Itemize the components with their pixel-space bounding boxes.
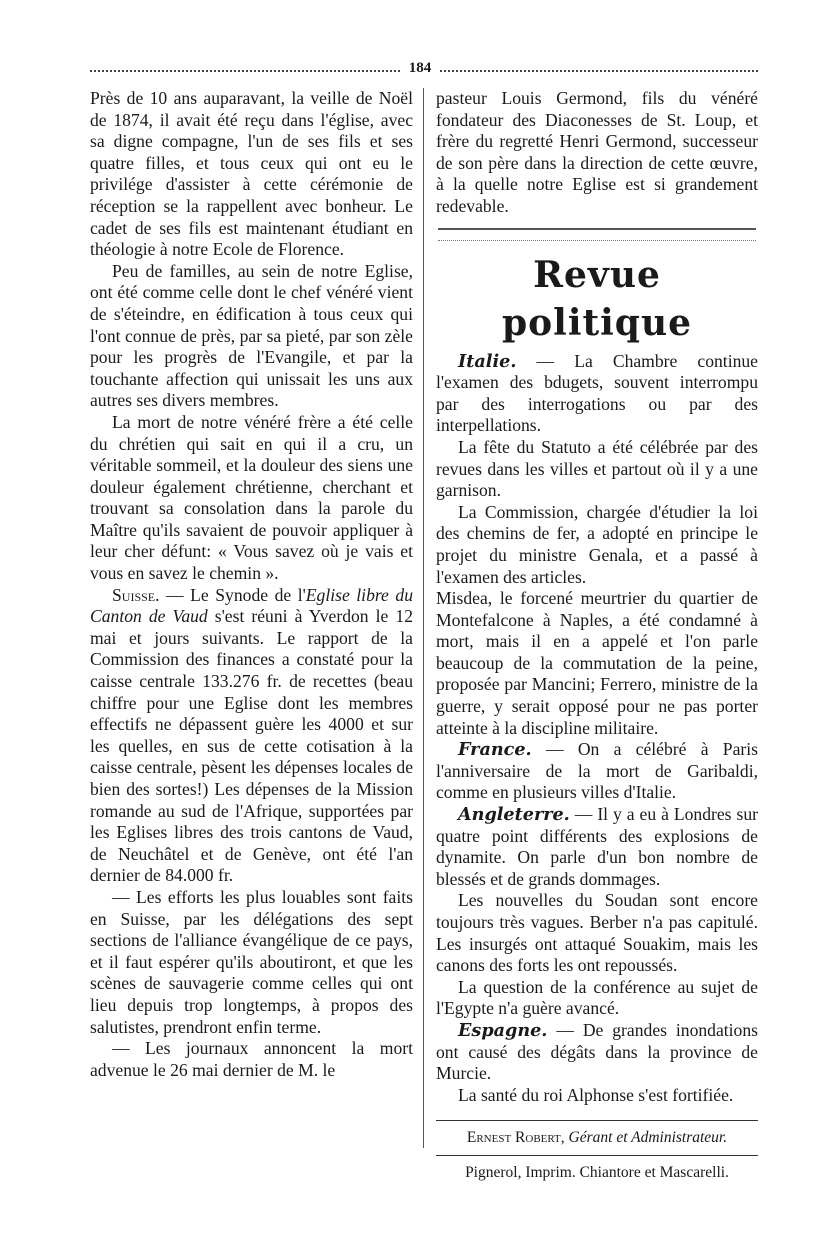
france-text: — On a célébré à Paris l'anniversaire de la mort de Garibaldi, comme en plusieurs villes d'Italie. <box>436 739 758 803</box>
italie-text: — La Chambre continue l'examen des bdugets, souvent interrompu par des interrogations ou par des interpellations. <box>436 350 758 436</box>
angleterre-text: — Il y a eu à Londres sur quatre point différents des explosions de dynamite. On parle d'un bon nombre de blessés et de grands dommages. <box>436 804 758 889</box>
printer-line: Pignerol, Imprim. Chiantore et Mascarelli. <box>465 1163 729 1181</box>
country-label-espagne: Espagne. <box>458 1019 548 1041</box>
paragraph: La santé du roi Alphonse s'est fortifiée. <box>458 1084 734 1105</box>
gerant-name: Ernest Robert, <box>466 1129 565 1147</box>
country-label-suisse: Suisse. <box>112 584 160 605</box>
paragraph: — Les journaux annoncent la mort advenue le 26 mai dernier de M. le <box>90 1038 413 1080</box>
country-label-italie: Italie. <box>458 350 517 372</box>
espagne-text: — De grandes inondations ont causé des dégâts dans la province de Murcie. <box>436 1019 758 1084</box>
ornament-divider <box>438 228 756 241</box>
suisse-paragraph <box>90 585 413 887</box>
paragraph: Les nouvelles du Soudan sont encore toujours très vagues. Berber n'a pas capitulé. Les insurgés ont attaqué Souakim, mais les canons des forts les ont repoussés. <box>436 890 758 976</box>
italie-paragraph <box>436 351 758 437</box>
paragraph: La fête du Statuto a été célébrée par des revues dans les villes et partout où il y a une garnison. <box>436 436 758 501</box>
footer-rule-2 <box>436 1155 758 1156</box>
right-column <box>436 88 758 1184</box>
header-rule-left <box>90 70 400 72</box>
country-label-angleterre: Angleterre. <box>458 804 570 826</box>
left-column <box>90 88 413 1081</box>
footer-rule <box>436 1120 758 1121</box>
paragraph: Près de 10 ans auparavant, la veille de Noël de 1874, il avait été reçu dans l'église, avec sa digne compagne, l'un de ses fils et ses quatre filles, et tous ceux qui ont eu le privilége d'assister à cette cérémonie de réception se la rappellent avec bonheur. Le cadet de ses fils est maintenant étudiant en théologie à notre Ecole de Florence. <box>90 88 413 260</box>
country-label-france: France. <box>458 739 532 761</box>
paragraph: pasteur Louis Germond, fils du vénéré fondateur des Diaconesses de St. Loup, et frère du regretté Henri Germond, successeur de son père dans la direction de cette œuvre, à la quelle notre Eglise est si grandement redevable. <box>436 88 758 216</box>
page-header <box>90 60 758 80</box>
paragraph: La Commission, chargée d'étudier la loi des chemins de fer, a adopté en principe le projet du ministre Genala, et a passé à l'examen des articles. <box>436 501 758 587</box>
header-rule-right <box>440 70 758 72</box>
paragraph: La mort de notre vénéré frère a été celle du chrétien qui sait en qui il a cru, un véritable sommeil, et la douleur des siens une douleur également chrétienne, cherchant et trouvant sa consolation dans la parole du Maître qu'ils savaient de pouvoir appliquer à leur cher défunt: « Vous savez où je vais et vous en savez le chemin ». <box>90 411 413 584</box>
suisse-emphasis: Eglise libre du Canton de Vaud <box>90 584 413 627</box>
gerant-title: Gérant et Administrateur. <box>568 1129 728 1147</box>
page-number: 184 <box>408 60 432 76</box>
paragraph: Misdea, le forcené meurtrier du quartier de Montefalcone à Naples, a été condamné à mort, mais il en a appelé et l'on parle beaucoup de la commutation de la peine, proposée par Mancini; Ferrero, ministre de la guerre, y serait opposé pour ne pas porter atteinte à la discipline militaire. <box>436 588 758 738</box>
section-heading: Revue politique <box>501 253 693 344</box>
suisse-text-a: — Le Synode de l' <box>159 584 306 605</box>
paragraph: La question de la conférence au sujet de l'Egypte n'a guère avancé. <box>436 976 758 1019</box>
column-divider <box>423 88 424 1148</box>
espagne-paragraph <box>436 1020 758 1085</box>
angleterre-paragraph <box>436 804 758 890</box>
paragraph: Peu de familles, au sein de notre Eglise, ont été comme celle dont le chef vénéré vient de s'éteindre, en édification à tous ceux qui l'ont connue de près, par sa pieté, par son zèle pour les progrès de l'Evangile, et par la touchante affection qui unissait les uns aux autres ses divers membres. <box>90 260 413 411</box>
paragraph: — Les efforts les plus louables sont faits en Suisse, par les délégations des sept sections de l'alliance évangélique de ce pays, et il faut espérer qu'ils aboutiront, et que les scènes de sauvagerie comme celles qui ont lieu depuis trop longtemps, à propos des salutistes, prendront enfin terme. <box>90 886 413 1037</box>
gerant-line <box>436 1127 758 1149</box>
suisse-text-b: s'est réuni à Yverdon le 12 mai et jours suivants. Le rapport de la Commission des finances a constaté pour la caisse centrale 133.276 fr. de recettes (beau chiffre pour une Eglise dont les membres effectifs ne dépassent guère les 4000 et sur les quelles, en sus de cette cotisation à la caisse centrale, pèsent les dépenses locales de bien des sortes!) Les dépenses de la Mission romande au sud de l'Afrique, supportées par les Eglises libres des trois cantons de Vaud, de Neuchâtel et de Genève, ont été l'an dernier de 84.000 fr. <box>90 606 413 886</box>
france-paragraph <box>436 739 758 804</box>
